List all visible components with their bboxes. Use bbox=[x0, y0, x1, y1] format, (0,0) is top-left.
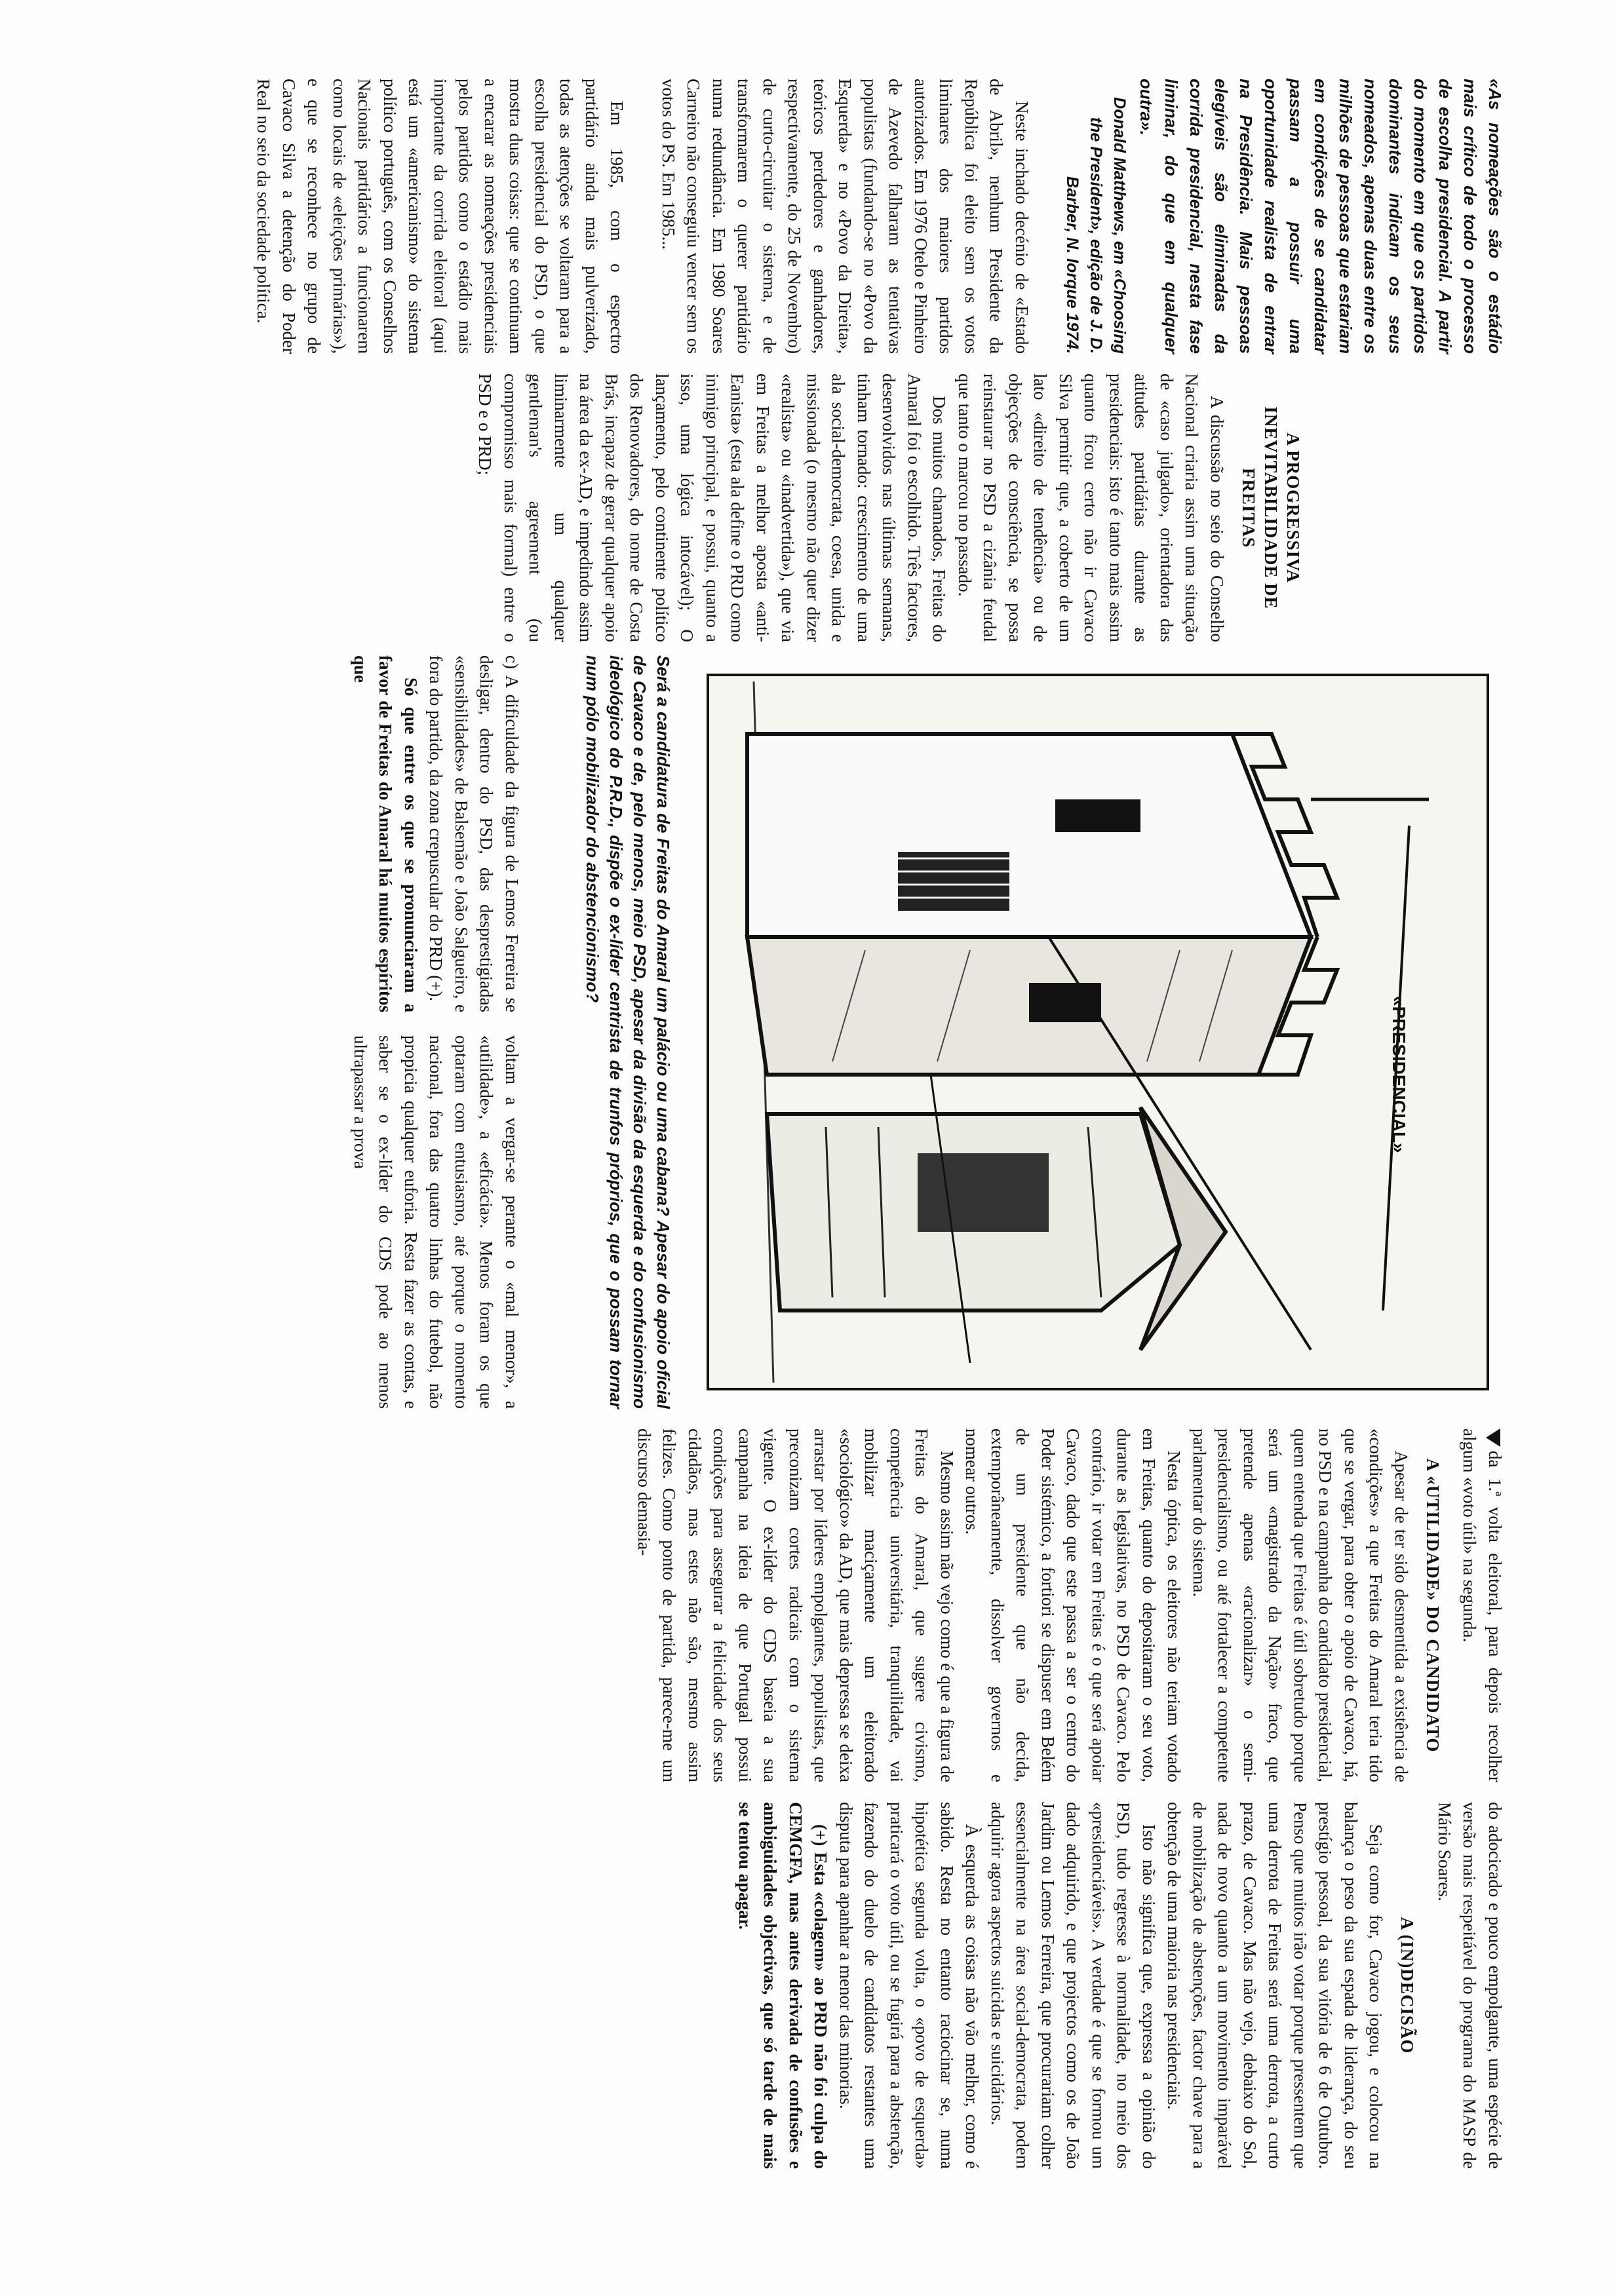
paragraph: Em 1985, com o espectro partidário ainda mais pulverizado, todas as atenções se voltaram para a escolha presidencial do PSD, o que mostra duas coisas: que se continuam a encarar as nomeações presidenciais pelos partidos como o estádio mais importante da corrida eleitoral (aqui está um «americanismo» do sistema político português, com os Conselhos Nacionais partidários a funcionarem como locais de «eleições primárias»), e que se reconhece no grupo de Cavaco Silva a detenção do Poder Real no seio da sociedade política. bbox=[254, 79, 627, 354]
article-column-1 bbox=[251, 79, 1508, 354]
under-figure-columns bbox=[98, 655, 524, 1409]
sign-text: «PRESIDENCIAL» bbox=[1389, 996, 1409, 1153]
article-column-2 bbox=[473, 373, 1317, 642]
paragraph: Neste inchado decénio de «Estado de Abril», nenhum Presidente da República foi eleito sem os votos liminares dos maiores partidos autorizados. Em 1976 Otelo e Pinheiro de Azevedo falharam as tentativas populistas (fundando-se no «Povo da Esquerda» e no «Povo da Direita», teóricos perdedores e ganhadores, respectivamente, do 25 de Novembro) de curto-circuitar o sistema, e de transformarem o querer partidário numa redundância. Em 1980 Soares Carneiro não conseguiu vencer sem os votos do PS. Em 1985... bbox=[659, 79, 1032, 354]
article-column-5 bbox=[632, 1428, 1508, 1782]
paragraph: Nesta óptica, os eleitores não teriam votado em Freitas, quanto do depositaram o seu voto, durante as legislativas, no PSD de Cavaco. Pelo contrário, ir votar em Freitas é o que será apoiar Cavaco, dado que este passa a ser o centro do Poder sistémico, a fortiori se dispuser em Belém de um presidente que não decida, extemporâneamente, dissolver governos e nomear outros. bbox=[962, 1428, 1184, 1782]
epigraph-text: «As nomeações são o estádio mais crítico de todo o processo de escolha presidencial. A partir do momento em que os partidos dominantes indicam os seus nomeados, apenas duas entre os milhões de pessoas que estariam em condições de se candidatar passam a possuir uma oportunidade realista de entrar na Presidência. Mais pessoas elegíveis são eliminadas da corrida presidencial, nesta fase liminar, do que em qualquer outra». bbox=[1137, 79, 1505, 354]
footnote: (+) Esta «colagem» ao PRD não foi culpa do CEMGFA, mas antes derivada de confusões e ambiguidades objectivas, que só tarde de mais se tentou apagar. bbox=[735, 1802, 831, 2169]
section-heading: A PROGRESSIVA INEVITABILIDADE DE FREITAS bbox=[1239, 406, 1303, 609]
continuation-marker-icon bbox=[1486, 1428, 1500, 1447]
castle-sketch-image bbox=[688, 655, 1508, 1409]
paragraph: Mesmo assim não vejo como é que a figura de Freitas do Amaral, que sugere civismo, competência universitária, tranquilidade, vai mobilizar maciçamente um eleitorado «sociológico» da AD, que mais depressa se deixa arrastar por líderes empolgantes, populistas, que preconizam cortes radicais com o sistema vigente. O ex-líder do CDS baseia a sua campanha na ideia de que Portugal possui condições para assegurar a felicidade dos seus cidadãos, mas estes não são, mesmo assim felizes. Como ponto de partida, parece-me um discurso demasia- bbox=[634, 1428, 957, 1782]
article-column-4 bbox=[348, 1035, 525, 1409]
paragraph: Dos muitos chamados, Freitas do Amaral foi o escolhido. Três factores, desenvolvidos nas últimas semanas, tinham tornado: crescimento de uma ala social-democrata, coesa, unida e missionada (o mesmo não quer dizer «realista» ou «inadvertida»), que via em Freitas a melhor aposta «anti-Eanista» (esta ala define o PRD como inimigo principal, e possui, quanto a isso, uma lógica intocável); O lançamento, pelo continente político dos Renovadores, do nome de Costa Brás, incapaz de gerar qualquer apoio na área da ex-AD, e impedindo assim liminarmente um qualquer gentleman's agreement (ou compromisso mais formal) entre o PSD e o PRD; bbox=[475, 373, 950, 642]
rotated-newspaper-page bbox=[98, 79, 1508, 2202]
article-column-6 bbox=[733, 1802, 1508, 2169]
paragraph: A discussão no seio do Conselho Nacional criaria assim uma situação de «caso julgado», orientadora das atitudes partidárias durante as presidenciais: isto é tanto mais assim quanto ficou certo não ir Cavaco Silva permitir que, a coberto de um lato «direito de tendência» ou de objecções de consciência, se possa reinstaurar no PSD a cizânia feudal que tanto o marcou no passado. bbox=[955, 373, 1227, 642]
paragraph: do adocicado e pouco empolgante, uma espécie de versão mais respeitável do programa do MASP de Mário Soares. bbox=[1435, 1802, 1505, 2169]
paragraph-text: da 1.ª volta eleitoral, para depois recolher algum «voto útil» na segunda. bbox=[1460, 1428, 1505, 1782]
epigraph-attribution: Donald Matthews, em «Choosing the President», edição de J. D. Barber, N. Iorque 1974. bbox=[1063, 97, 1129, 354]
paragraph: c) A dificuldade da figura de Lemos Ferreira se desligar, dentro do PSD, das desprestigiadas «sensibilidades» de Balsemão e João Salgueiro, e fora do partido, da zona crepuscular do PRD (+). bbox=[426, 655, 522, 1012]
figure-caption: Será a candidatura de Freitas do Amaral um palácio ou uma cabana? Apesar do apoio oficial de Cavaco e de, pelo menos, meio PSD, apesar da divisão da esquerda e do confusionismo ideológico do P.R.D., dispõe o ex-líder centrista de trunfos próprios, que o possam tornar num pólo mobilizador do abstencionismo? bbox=[583, 655, 673, 1409]
paragraph: À esquerda as coisas não vão melhor, como é sabido. Resta no entanto raciocinar se, numa hipotética segunda volta, o «povo de esquerda» praticará o voto útil, ou se fugirá para a abstenção, fazendo do duelo de candidatos restantes uma disputa para apanhar a menor das minorias. bbox=[836, 1802, 983, 2169]
paragraph: Isto não significa que, expressa a opinião do PSD, tudo regresse à normalidade, no meio dos «presidenciáveis». A verdade é que se formou um dado adquirido, e que projectos como os de João Jardim ou Lemos Ferreira, que procurariam colher essencialmente na área social-democrata, podem adquirir agora aspectos suicidas e suicidários. bbox=[988, 1802, 1159, 2169]
section-heading: A «UTILIDADE» DO CANDIDATO bbox=[1423, 1458, 1443, 1753]
section-heading: A (IN)DECISÃO bbox=[1397, 1917, 1418, 2054]
paragraph: Apesar de ter sido desmentida a existência de «condições» a que Freitas do Amaral teria tido que se vergar, para obter o apoio de Cavaco, há, no PSD e na campanha do candidato presidencial, quem entenda que Freitas é útil sobretudo porque será um «magistrado da Nação» fraco, que pretende apenas «racionalizar» o semi-presidencialismo, ou até fortalecer a competente parlamentar do sistema. bbox=[1190, 1428, 1411, 1782]
paragraph: Seja como for, Cavaco jogou, e colocou na balança o peso da sua espada de liderança, do seu prestígio pessoal, da sua vitória de 6 de Outubro. Penso que muitos irão votar porque pressentem que uma derrota de Freitas será uma derrota, a curto prazo, de Cavaco. Mas não vejo, debaixo do Sol, nada de novo quanto a um movimento imparável de mobilização de abstenções, factor chave para a obtenção de uma maioria nas presidenciais. bbox=[1164, 1802, 1386, 2169]
paragraph: voltam a vergar-se perante o «mal menor», a «utilidade», a «eficácia». Menos foram os que optaram com entusiasmo, até porque o momento nacional, fora das quatro linhas do futebol, não propicia qualquer euforia. Resta fazer as contas, e saber se o ex-líder do CDS pode ao menos ultrapassar a prova bbox=[351, 1035, 522, 1409]
epigraph-quote bbox=[1060, 79, 1508, 354]
paragraph: Só que entre os que se pronunciaram a favor de Freitas do Amaral há muitos espíritos que bbox=[351, 655, 421, 1012]
illustration-castle-drawing bbox=[688, 655, 1508, 1409]
article-column-3 bbox=[348, 655, 525, 1012]
paragraph bbox=[1457, 1428, 1508, 1782]
